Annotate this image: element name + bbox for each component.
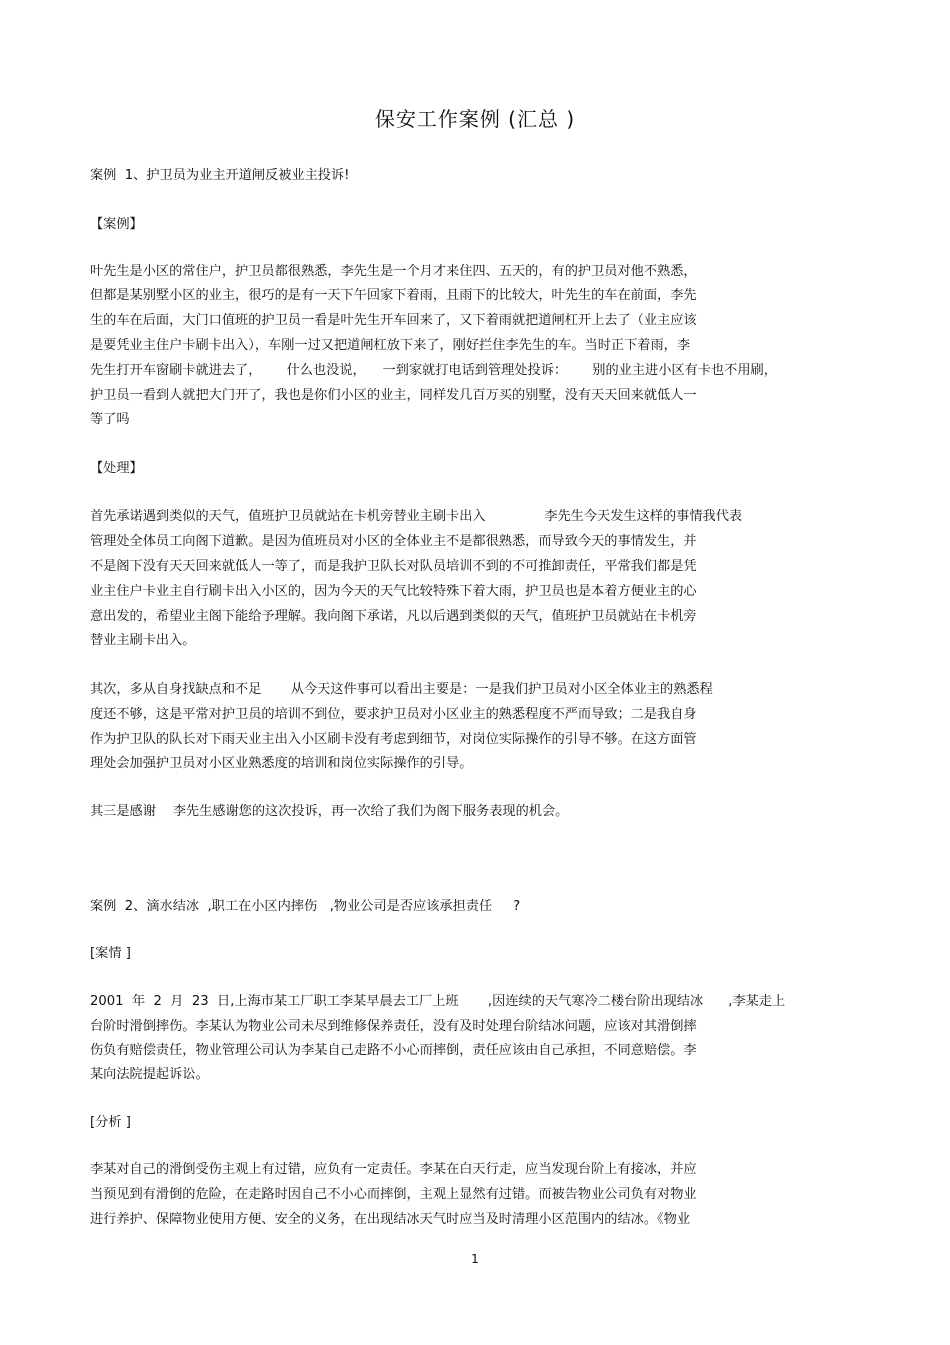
section-label-handling: 【处理】: [90, 461, 143, 476]
paragraph-line: 作为护卫队的队长对下雨天业主出入小区刷卡没有考虑到细节，对岗位实际操作的引导不够。在这方面管: [90, 732, 697, 747]
paragraph-line: 但都是某别墅小区的业主，很巧的是有一天下午回家下着雨，且雨下的比较大，叶先生的车在前面，李先: [90, 288, 697, 303]
paragraph-line: 首先承诺遇到类似的天气，值班护卫员就站在卡机旁替业主刷卡出入 李先生今天发生这样的事情我代表: [90, 509, 743, 524]
paragraph-line: 某向法院提起诉讼。: [90, 1067, 209, 1082]
paragraph-line: 护卫员一看到人就把大门开了，我也是你们小区的业主，同样发几百万买的别墅，没有天天回来就低人一: [90, 388, 697, 403]
paragraph-line: 是要凭业主住户卡刷卡出入），车刚一过又把道闸杠放下来了，刚好拦住李先生的车。当时正下着雨，李: [90, 338, 691, 353]
page-number: 1: [471, 1252, 479, 1266]
section-label-case: 【案例】: [90, 217, 143, 232]
paragraph-line: 业主住户卡业主自行刷卡出入小区的，因为今天的天气比较特殊下着大雨，护卫员也是本着方便业主的心: [90, 584, 697, 599]
paragraph-line: 伤负有赔偿责任，物业管理公司认为李某自己走路不小心而摔倒，责任应该由自己承担，不同意赔偿。李: [90, 1043, 697, 1058]
paragraph-line: 度还不够，这是平常对护卫员的培训不到位，要求护卫员对小区业主的熟悉程度不严而导致；二是我自身: [90, 707, 697, 722]
paragraph-line: 不是阁下没有天天回来就低人一等了，而是我护卫队长对队员培训不到的不可推卸责任，平常我们都是凭: [90, 559, 697, 574]
section-label-facts: [案情 ]: [90, 946, 131, 961]
case-1-heading: 案例 1、护卫员为业主开道闸反被业主投诉!: [90, 168, 350, 183]
paragraph-line: 当预见到有滑倒的危险，在走路时因自己不小心而摔倒，主观上显然有过错。而被告物业公司负有对物业: [90, 1187, 697, 1202]
case-2-heading: 案例 2、滴水结冰 ,职工在小区内摔伤 ,物业公司是否应该承担责任 ?: [90, 899, 521, 914]
paragraph-line: 进行养护、保障物业使用方便、安全的义务，在出现结冰天气时应当及时清理小区范围内的结冰。《物业: [90, 1212, 691, 1227]
paragraph-line: 2001 年 2 月 23 日,上海市某工厂职工李某早晨去工厂上班 ,因连续的天气寒冷二楼台阶出现结冰 ,李某走上: [90, 994, 786, 1009]
paragraph-line: 替业主刷卡出入。: [90, 633, 196, 648]
paragraph-line: 台阶时滑倒摔伤。李某认为物业公司未尽到维修保养责任，没有及时处理台阶结冰问题，应该对其滑倒摔: [90, 1019, 697, 1034]
paragraph-line: 等了吗: [90, 412, 130, 427]
paragraph-line: 其次，多从自身找缺点和不足 从今天这件事可以看出主要是：一是我们护卫员对小区全体业主的熟悉程: [90, 682, 713, 697]
section-label-analysis: [分析 ]: [90, 1115, 131, 1130]
paragraph-line: 理处会加强护卫员对小区业熟悉度的培训和岗位实际操作的引导。: [90, 756, 473, 771]
paragraph-line: 其三是感谢 李先生感谢您的这次投诉，再一次给了我们为阁下服务表现的机会。: [90, 804, 569, 819]
page-title: 保安工作案例 (汇总 ): [374, 107, 576, 131]
paragraph-line: 叶先生是小区的常住户，护卫员都很熟悉，李先生是一个月才来住四、五天的，有的护卫员对他不熟悉，: [90, 264, 697, 279]
paragraph-line: 先生打开车窗刷卡就进去了， 什么也没说， 一到家就打电话到管理处投诉： 别的业主进小区有卡也不用刷，: [90, 363, 777, 378]
paragraph-line: 管理处全体员工向阁下道歉。是因为值班员对小区的全体业主不是都很熟悉，而导致今天的事情发生，并: [90, 534, 697, 549]
paragraph-line: 李某对自己的滑倒受伤主观上有过错，应负有一定责任。李某在白天行走，应当发现台阶上有接冰，并应: [90, 1162, 697, 1177]
paragraph-line: 意出发的，希望业主阁下能给予理解。我向阁下承诺，凡以后遇到类似的天气，值班护卫员就站在卡机旁: [90, 609, 697, 624]
paragraph-line: 生的车在后面，大门口值班的护卫员一看是叶先生开车回来了，又下着雨就把道闸杠开上去了（业主应该: [90, 313, 697, 328]
